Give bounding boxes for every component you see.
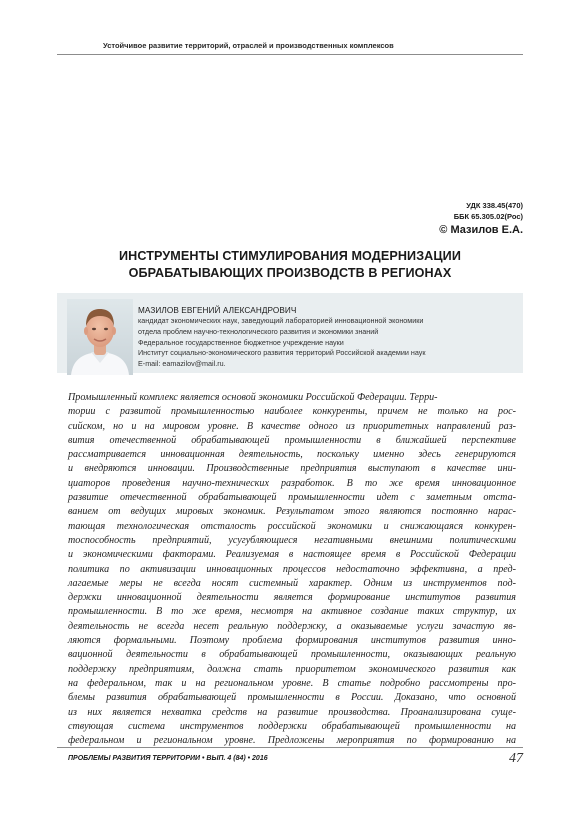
abstract-line: ствующая система инструментов поддержки обрабатывающей промышленности на bbox=[68, 720, 516, 732]
abstract-line: тории с развитой промышленностью наиболее конкуренты, причем не только на рос- bbox=[68, 406, 516, 418]
abstract-line: деятельность не всегда несет реальную поддержку, а оказываемые услуги зачастую яв- bbox=[68, 620, 516, 632]
author-organization-type: Федеральное государственное бюджетное учреждение науки bbox=[138, 337, 344, 347]
author-name: МАЗИЛОВ ЕВГЕНИЙ АЛЕКСАНДРОВИЧ bbox=[138, 306, 297, 315]
abstract-line: вития отечественной обрабатывающей промышленности в ближайшей перспективе bbox=[68, 434, 516, 446]
abstract-line: тоспособность предприятий, усугубляющиеся негативными внешними политическими bbox=[68, 534, 516, 546]
page-number: 47 bbox=[509, 751, 523, 766]
running-header: Устойчивое развитие территорий, отраслей и производственных комплексов bbox=[103, 41, 394, 50]
abstract-line: из них является нехватка средств на развитие производства. Проанализирована суще- bbox=[68, 706, 516, 718]
copyright-notice: © Мазилов Е.А. bbox=[439, 224, 523, 236]
abstract-line: рассматривается инновационная деятельность, поскольку именно здесь генерируются bbox=[68, 449, 516, 461]
footer-divider bbox=[57, 747, 523, 748]
abstract-line: сийском, но и на мировом уровне. В качестве одного из приоритетных направлений раз- bbox=[68, 420, 516, 432]
abstract-line: держки инновационной деятельности является формирование институтов развития bbox=[68, 592, 516, 604]
journal-footer: ПРОБЛЕМЫ РАЗВИТИЯ ТЕРРИТОРИИ • ВЫП. 4 (84) • 2016 bbox=[68, 755, 268, 762]
abstract-line: лагаемые меры не всегда носят системный характер. Одним из инструментов под- bbox=[68, 577, 516, 589]
author-photo bbox=[67, 299, 133, 375]
author-email[interactable]: E-mail: eamazilov@mail.ru. bbox=[138, 359, 226, 369]
author-institute: Институт социально-экономического развития территорий Российской академии наук bbox=[138, 348, 426, 358]
bbk-code: ББК 65.305.02(Рос) bbox=[453, 212, 523, 221]
abstract-line: и внедряются инновации. Производственные предприятия выступают в качестве ини- bbox=[68, 463, 516, 475]
classification-block bbox=[439, 200, 523, 237]
article-title-line: ОБРАБАТЫВАЮЩИХ ПРОИЗВОДСТВ В РЕГИОНАХ bbox=[128, 266, 452, 280]
abstract-line: тающая технологическая отсталость российской экономики и снижающаяся конкурен- bbox=[68, 520, 516, 532]
abstract-line: развитие отечественной обрабатывающей промышленности идет с заметным отста- bbox=[68, 492, 516, 504]
abstract-line: политика по активизации инновационных процессов недостаточно эффективна, а пред- bbox=[68, 563, 516, 575]
author-department: отдела проблем научно-технологического развития и экономики знаний bbox=[138, 326, 379, 336]
abstract-line: циаторов проведения научно-технических разработок. В то же время инновационное bbox=[68, 477, 516, 489]
abstract-line: и экономическими факторами. Реализуемая в настоящее время в Российской Федерации bbox=[68, 549, 516, 561]
article-title bbox=[57, 248, 523, 282]
abstract-line: вационной деятельности в обрабатывающей промышленности, оказывающих реальную bbox=[68, 649, 516, 661]
article-title-line: ИНСТРУМЕНТЫ СТИМУЛИРОВАНИЯ МОДЕРНИЗАЦИИ bbox=[119, 249, 461, 263]
author-degree: кандидат экономических наук, заведующий лабораторией инновационной экономики bbox=[138, 316, 424, 325]
abstract-line: ванием от ведущих мировых экономик. Результатом этого являются постоянно нарас- bbox=[68, 506, 516, 518]
abstract-line: промышленности. В то же время, несмотря на активное создание таких структур, их bbox=[68, 606, 516, 618]
header-divider bbox=[57, 54, 523, 55]
abstract-text bbox=[68, 391, 516, 748]
abstract-line: на федеральном, так и на региональном уровне. В статье подробно рассмотрены про- bbox=[68, 677, 516, 689]
abstract-line: федеральном и региональном уровне. Предложены мероприятия по формированию на bbox=[68, 735, 516, 747]
udk-code: УДК 338.45(470) bbox=[466, 201, 523, 210]
author-details bbox=[138, 305, 518, 370]
abstract-line: блемы развития обрабатывающей промышленности в России. Доказано, что основной bbox=[68, 692, 516, 704]
abstract-line: поддержку предприятиям, должна стать приоритетом экономического развития как bbox=[68, 663, 516, 675]
abstract-line: Промышленный комплекс является основой экономики Российской Федерации. Терри- bbox=[68, 392, 438, 403]
abstract-line: ляются формальными. Поэтому проблема формирования институтов развития инно- bbox=[68, 635, 516, 647]
